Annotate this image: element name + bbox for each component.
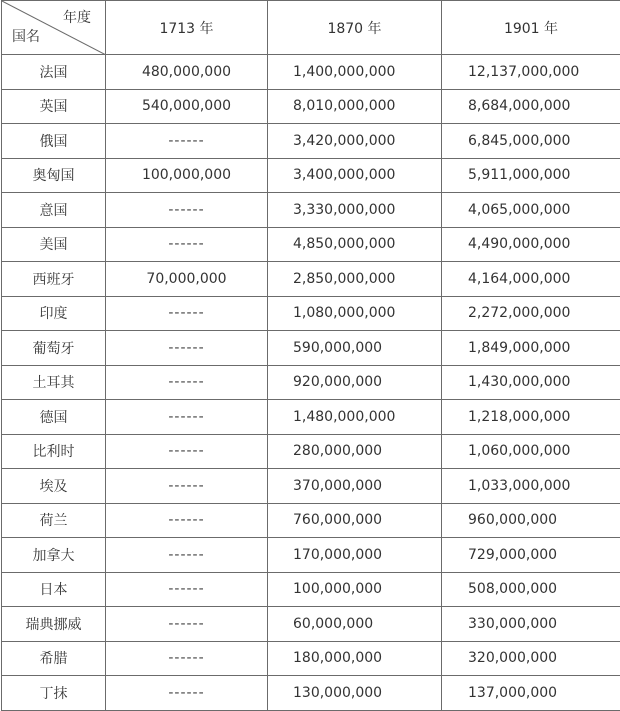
value-1901-cell: 137,000,000 — [442, 676, 620, 711]
value-1713-cell: ------ — [106, 469, 268, 504]
value-1901-cell: 960,000,000 — [442, 503, 620, 538]
country-cell: 埃及 — [2, 469, 106, 504]
year-header-1713: 1713 年 — [106, 1, 268, 55]
country-cell: 土耳其 — [2, 365, 106, 400]
country-axis-label: 国名 — [12, 26, 40, 46]
table-row — [2, 676, 620, 711]
country-cell: 英国 — [2, 89, 106, 124]
table-row — [2, 469, 620, 504]
value-1713-cell: 70,000,000 — [106, 262, 268, 297]
value-1901-cell: 1,218,000,000 — [442, 400, 620, 435]
value-1901-cell: 4,164,000,000 — [442, 262, 620, 297]
corner-header-cell — [2, 1, 106, 55]
table-row — [2, 158, 620, 193]
country-cell: 丁抹 — [2, 676, 106, 711]
country-cell: 西班牙 — [2, 262, 106, 297]
value-1713-cell: ------ — [106, 365, 268, 400]
table-row — [2, 503, 620, 538]
value-1901-cell: 5,911,000,000 — [442, 158, 620, 193]
value-1870-cell: 920,000,000 — [268, 365, 442, 400]
value-1713-cell: ------ — [106, 676, 268, 711]
value-1901-cell: 1,430,000,000 — [442, 365, 620, 400]
value-1713-cell: ------ — [106, 572, 268, 607]
table-row — [2, 227, 620, 262]
value-1870-cell: 590,000,000 — [268, 331, 442, 366]
table-row — [2, 193, 620, 228]
table-row — [2, 55, 620, 90]
table-row — [2, 572, 620, 607]
country-cell: 意国 — [2, 193, 106, 228]
table-row — [2, 607, 620, 642]
table-row — [2, 124, 620, 159]
value-1713-cell: ------ — [106, 296, 268, 331]
year-header-1870: 1870 年 — [268, 1, 442, 55]
header-row — [2, 1, 620, 55]
year-axis-label: 年度 — [63, 7, 91, 27]
value-1713-cell: ------ — [106, 400, 268, 435]
table-row — [2, 89, 620, 124]
country-cell: 比利时 — [2, 434, 106, 469]
value-1870-cell: 130,000,000 — [268, 676, 442, 711]
country-cell: 美国 — [2, 227, 106, 262]
value-1870-cell: 180,000,000 — [268, 641, 442, 676]
value-1870-cell: 1,400,000,000 — [268, 55, 442, 90]
table-row — [2, 296, 620, 331]
value-1713-cell: 100,000,000 — [106, 158, 268, 193]
value-1901-cell: 320,000,000 — [442, 641, 620, 676]
value-1901-cell: 1,033,000,000 — [442, 469, 620, 504]
year-header-1901: 1901 年 — [442, 1, 620, 55]
country-cell: 瑞典挪威 — [2, 607, 106, 642]
value-1870-cell: 2,850,000,000 — [268, 262, 442, 297]
value-1870-cell: 3,420,000,000 — [268, 124, 442, 159]
value-1713-cell: 540,000,000 — [106, 89, 268, 124]
value-1901-cell: 508,000,000 — [442, 572, 620, 607]
country-cell: 奥匈国 — [2, 158, 106, 193]
value-1901-cell: 6,845,000,000 — [442, 124, 620, 159]
value-1713-cell: ------ — [106, 538, 268, 573]
value-1901-cell: 330,000,000 — [442, 607, 620, 642]
country-cell: 法国 — [2, 55, 106, 90]
table-row — [2, 538, 620, 573]
country-cell: 俄国 — [2, 124, 106, 159]
country-cell: 加拿大 — [2, 538, 106, 573]
value-1901-cell: 729,000,000 — [442, 538, 620, 573]
table-row — [2, 400, 620, 435]
table-row — [2, 331, 620, 366]
country-cell: 日本 — [2, 572, 106, 607]
value-1870-cell: 1,480,000,000 — [268, 400, 442, 435]
value-1901-cell: 4,490,000,000 — [442, 227, 620, 262]
value-1870-cell: 3,330,000,000 — [268, 193, 442, 228]
value-1713-cell: ------ — [106, 434, 268, 469]
value-1713-cell: ------ — [106, 193, 268, 228]
value-1870-cell: 1,080,000,000 — [268, 296, 442, 331]
value-1870-cell: 170,000,000 — [268, 538, 442, 573]
value-1901-cell: 1,849,000,000 — [442, 331, 620, 366]
table-row — [2, 434, 620, 469]
value-1713-cell: ------ — [106, 607, 268, 642]
value-1870-cell: 3,400,000,000 — [268, 158, 442, 193]
value-1901-cell: 8,684,000,000 — [442, 89, 620, 124]
value-1870-cell: 4,850,000,000 — [268, 227, 442, 262]
value-1870-cell: 760,000,000 — [268, 503, 442, 538]
value-1901-cell: 12,137,000,000 — [442, 55, 620, 90]
country-cell: 德国 — [2, 400, 106, 435]
table-row — [2, 641, 620, 676]
value-1713-cell: 480,000,000 — [106, 55, 268, 90]
country-cell: 葡萄牙 — [2, 331, 106, 366]
value-1870-cell: 60,000,000 — [268, 607, 442, 642]
country-cell: 荷兰 — [2, 503, 106, 538]
value-1901-cell: 1,060,000,000 — [442, 434, 620, 469]
table-row — [2, 262, 620, 297]
debt-table — [1, 0, 620, 711]
value-1870-cell: 8,010,000,000 — [268, 89, 442, 124]
value-1901-cell: 2,272,000,000 — [442, 296, 620, 331]
value-1713-cell: ------ — [106, 124, 268, 159]
value-1713-cell: ------ — [106, 331, 268, 366]
value-1901-cell: 4,065,000,000 — [442, 193, 620, 228]
value-1713-cell: ------ — [106, 503, 268, 538]
value-1870-cell: 100,000,000 — [268, 572, 442, 607]
value-1713-cell: ------ — [106, 227, 268, 262]
value-1870-cell: 370,000,000 — [268, 469, 442, 504]
value-1713-cell: ------ — [106, 641, 268, 676]
table-row — [2, 365, 620, 400]
value-1870-cell: 280,000,000 — [268, 434, 442, 469]
country-cell: 希腊 — [2, 641, 106, 676]
country-cell: 印度 — [2, 296, 106, 331]
